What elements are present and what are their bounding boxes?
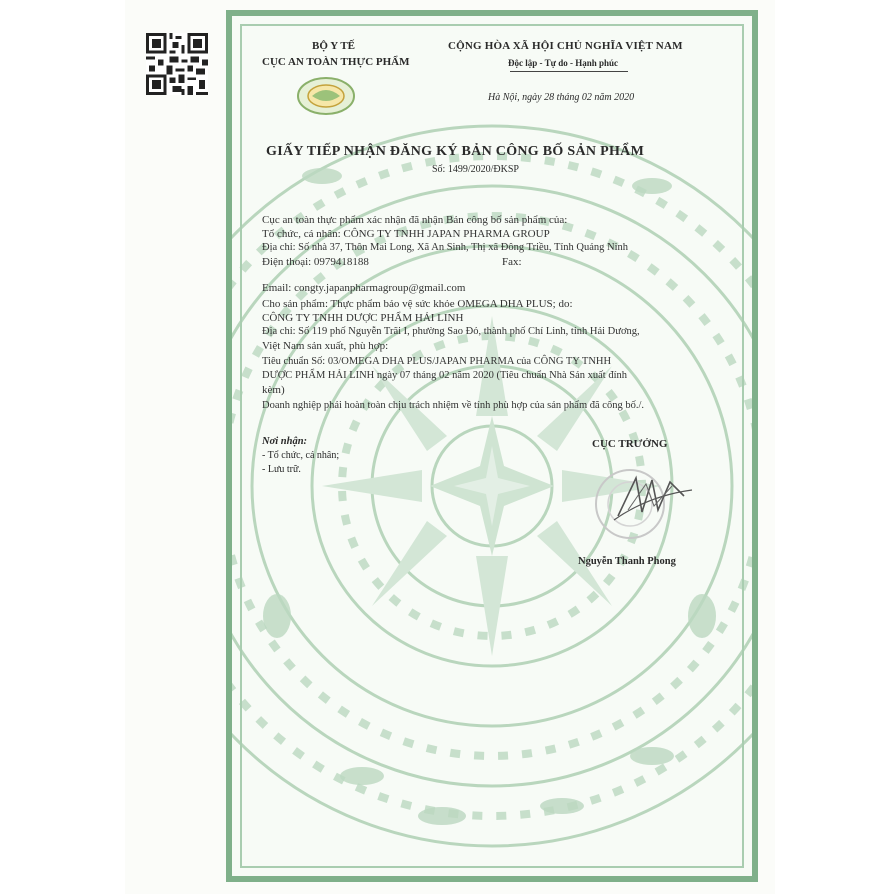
document-number: Số: 1499/2020/ĐKSP [432, 164, 519, 175]
department-name: CỤC AN TOÀN THỰC PHẨM [262, 56, 410, 68]
signer-name: Nguyễn Thanh Phong [578, 556, 676, 567]
food-safety-logo [294, 74, 358, 118]
country-name: CỘNG HÒA XÃ HỘI CHỦ NGHĨA VIỆT NAM [448, 40, 683, 52]
place-and-date: Hà Nội, ngày 28 tháng 02 năm 2020 [488, 92, 635, 103]
ministry-name: BỘ Y TẾ [312, 40, 355, 52]
body-line: Cho sản phẩm: Thực phẩm bảo vệ sức khỏe OMEGA DHA PLUS; do: [262, 298, 573, 310]
body-line: Doanh nghiệp phải hoàn toàn chịu trách nhiệm về tính phù hợp của sản phẩm đã công bố./. [262, 400, 644, 411]
signer-role: CỤC TRƯỞNG [592, 438, 668, 450]
body-line: Việt Nam sản xuất, phù hợp: [262, 340, 389, 352]
body-line: Địa chỉ: Số 119 phố Nguyễn Trãi I, phường Sao Đỏ, thành phố Chí Linh, tỉnh Hải Dương, [262, 326, 640, 337]
body-line: CÔNG TY TNHH DƯỢC PHẨM HẢI LINH [262, 312, 464, 324]
recipients-heading: Nơi nhận: [262, 436, 308, 447]
body-line: Địa chỉ: Số nhà 37, Thôn Mai Long, Xã An Sinh, Thị xã Đông Triều, Tỉnh Quảng Ninh [262, 242, 629, 253]
body-line: kèm) [262, 384, 285, 396]
body-line: DƯỢC PHẨM HẢI LINH ngày 07 tháng 02 năm 2020 (Tiêu chuẩn Nhà Sản xuất đính [262, 370, 628, 381]
document-title: GIẤY TIẾP NHẬN ĐĂNG KÝ BẢN CÔNG BỐ SẢN PHẨM [266, 144, 645, 159]
motto-underline [510, 71, 628, 72]
body-line: Email: congty.japanpharmagroup@gmail.com [262, 282, 466, 294]
certificate-document [226, 10, 758, 882]
body-line: Tổ chức, cá nhân: CÔNG TY TNHH JAPAN PHARMA GROUP [262, 228, 550, 240]
official-stamp [588, 456, 708, 546]
body-line: Tiêu chuẩn Số: 03/OMEGA DHA PLUS/JAPAN PHARMA của CÔNG TY TNHH [262, 356, 612, 367]
recipient-item: - Tổ chức, cá nhân; [262, 450, 340, 461]
recipient-item: - Lưu trữ. [262, 464, 301, 475]
qr-code [146, 33, 208, 95]
body-line: Cục an toàn thực phẩm xác nhận đã nhận Bản công bố sản phẩm của: [262, 214, 568, 226]
fax-label: Fax: [502, 256, 522, 268]
national-motto: Độc lập - Tự do - Hạnh phúc [508, 58, 619, 68]
body-line: Điện thoại: 0979418188 [262, 256, 369, 268]
